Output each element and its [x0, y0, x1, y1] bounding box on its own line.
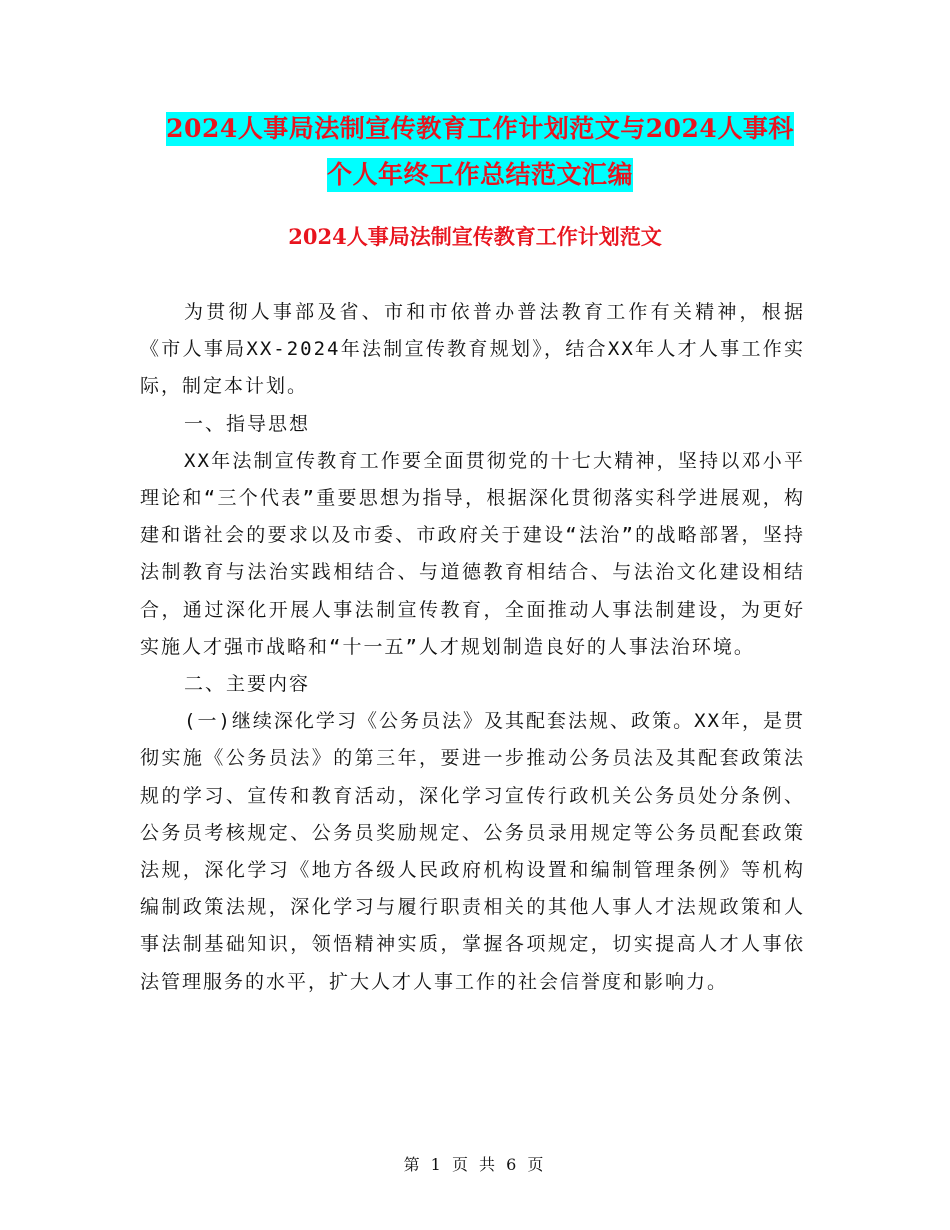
title-line-2: 个人年终工作总结范文汇编: [327, 158, 633, 192]
heading-main-content: 二、主要内容: [184, 673, 311, 696]
document-body: [140, 294, 805, 1001]
document-title: [140, 112, 820, 192]
heading-guiding-ideology: 一、指导思想: [184, 412, 311, 435]
section-title: 2024人事局法制宣传教育工作计划范文: [288, 224, 662, 249]
paragraph: 为贯彻人事部及省、市和市依普办普法教育工作有关精神，根据《市人事局XX-2024年法制宣传教育规划》，结合XX年人才人事工作实际，制定本计划。: [140, 301, 805, 398]
title-line-1: 2024人事局法制宣传教育工作计划范文与2024人事科: [166, 112, 794, 146]
page-number-footer: 第 1 页 共 6 页: [403, 1155, 547, 1174]
paragraph: (一)继续深化学习《公务员法》及其配套法规、政策。XX年，是贯彻实施《公务员法》的第三年，要进一步推动公务员法及其配套政策法规的学习、宣传和教育活动，深化学习宣传行政机关公务员处分条例、公务员考核规定、公务员奖励规定、公务员录用规定等公务员配套政策法规，深化学习《地方各级人民政府机构设置和编制管理条例》等机构编制政策法规，深化学习与履行职责相关的其他人事人才法规政策和人事法制基础知识，领悟精神实质，掌握各项规定，切实提高人才人事依法管理服务的水平，扩大人才人事工作的社会信誉度和影响力。: [140, 710, 805, 993]
paragraph: XX年法制宣传教育工作要全面贯彻党的十七大精神，坚持以邓小平理论和“三个代表”重要思想为指导，根据深化贯彻落实科学进展观，构建和谐社会的要求以及市委、市政府关于建设“法治”的战略部署，坚持法制教育与法治实践相结合、与道德教育相结合、与法治文化建设相结合，通过深化开展人事法制宣传教育，全面推动人事法制建设，为更好实施人才强市战略和“十一五”人才规划制造良好的人事法治环境。: [140, 449, 805, 658]
